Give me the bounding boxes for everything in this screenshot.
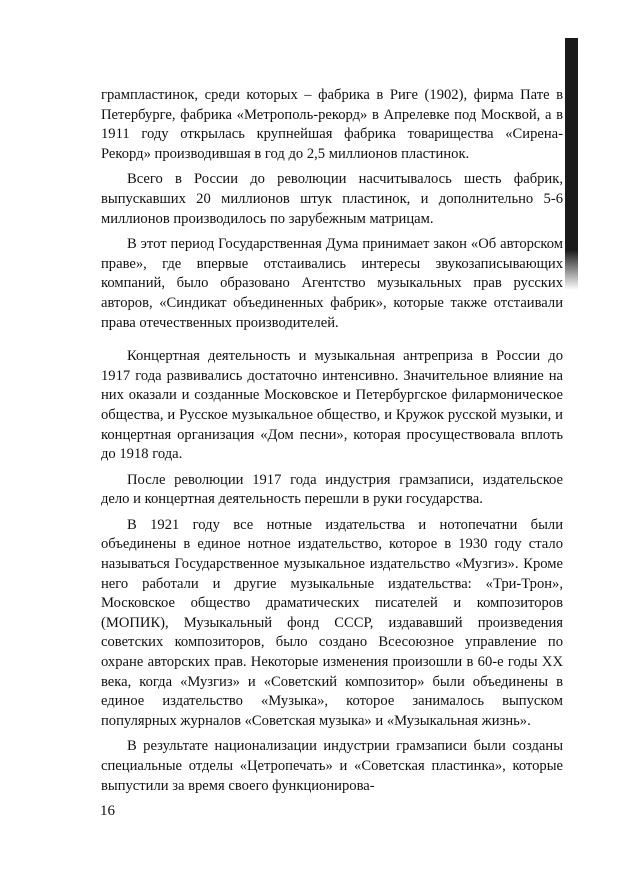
paragraph-1: грампластинок, среди которых – фабрика в Риге (1902), фирма Пате в Петербурге, фабрика «Метрополь-рекорд» в Апрелевке под Москвой, а в 1911 году открылась крупнейшая фабрика товарищества «Сирена-Рекорд» производившая в год до 2,5 миллионов пластинок. — [101, 87, 563, 162]
page-number: 16 — [100, 803, 115, 819]
paragraph-2: Всего в России до революции насчитывалось шесть фабрик, выпускавших 20 миллионов штук пластинок, и дополнительно 5-6 миллионов производилось по зарубежным матрицам. — [101, 171, 563, 227]
page-body — [101, 86, 563, 802]
paragraph-5: После революции 1917 года индустрия грамзаписи, издательское дело и концертная деятельность перешли в руки государства. — [101, 471, 563, 508]
paragraph-4: Концертная деятельность и музыкальная антреприза в России до 1917 года развивались достаточно интенсивно. Значительное влияние на них оказали и созданные Московское и Петербургское филармоническое общества, и Русское музыкальное общество, и Кружок русской музыки, и концертная организация «Дом песни», которая просуществовала вплоть до 1918 года. — [101, 348, 563, 463]
paragraph-7: В результате национализации индустрии грамзаписи были созданы специальные отделы «Цетропечать» и «Советская пластинка», которые выпустили за время своего функционирова- — [101, 738, 563, 794]
page-edge-shadow — [565, 38, 578, 250]
paragraph-6: В 1921 году все нотные издательства и нотопечатни были объединены в единое нотное издательство, которое в 1930 году стало называться Государственное музыкальное издательство «Музгиз». Кроме него работали и другие музыкальные издательства: «Три-Трон», Московское общество драматических писателей и композиторов (МОПИК), Музыкальный фонд СССР, издававший произведения советских композиторов, было создано Всесоюзное управление по охране авторских прав. Некоторые изменения произошли в 60-е годы XX века, когда «Музгиз» и «Советский композитор» были объединены в единое издательство «Музыка», которое занималось выпуском популярных журналов «Советская музыка» и «Музыкальная жизнь». — [101, 516, 563, 729]
paragraph-3: В этот период Государственная Дума принимает закон «Об авторском праве», где впервые отстаивались интересы звукозаписывающих компаний, было образовано Агентство музыкальных прав русских авторов, «Синдикат объединенных фабрик», которые также отстаивали права отечественных производителей. — [101, 236, 563, 331]
